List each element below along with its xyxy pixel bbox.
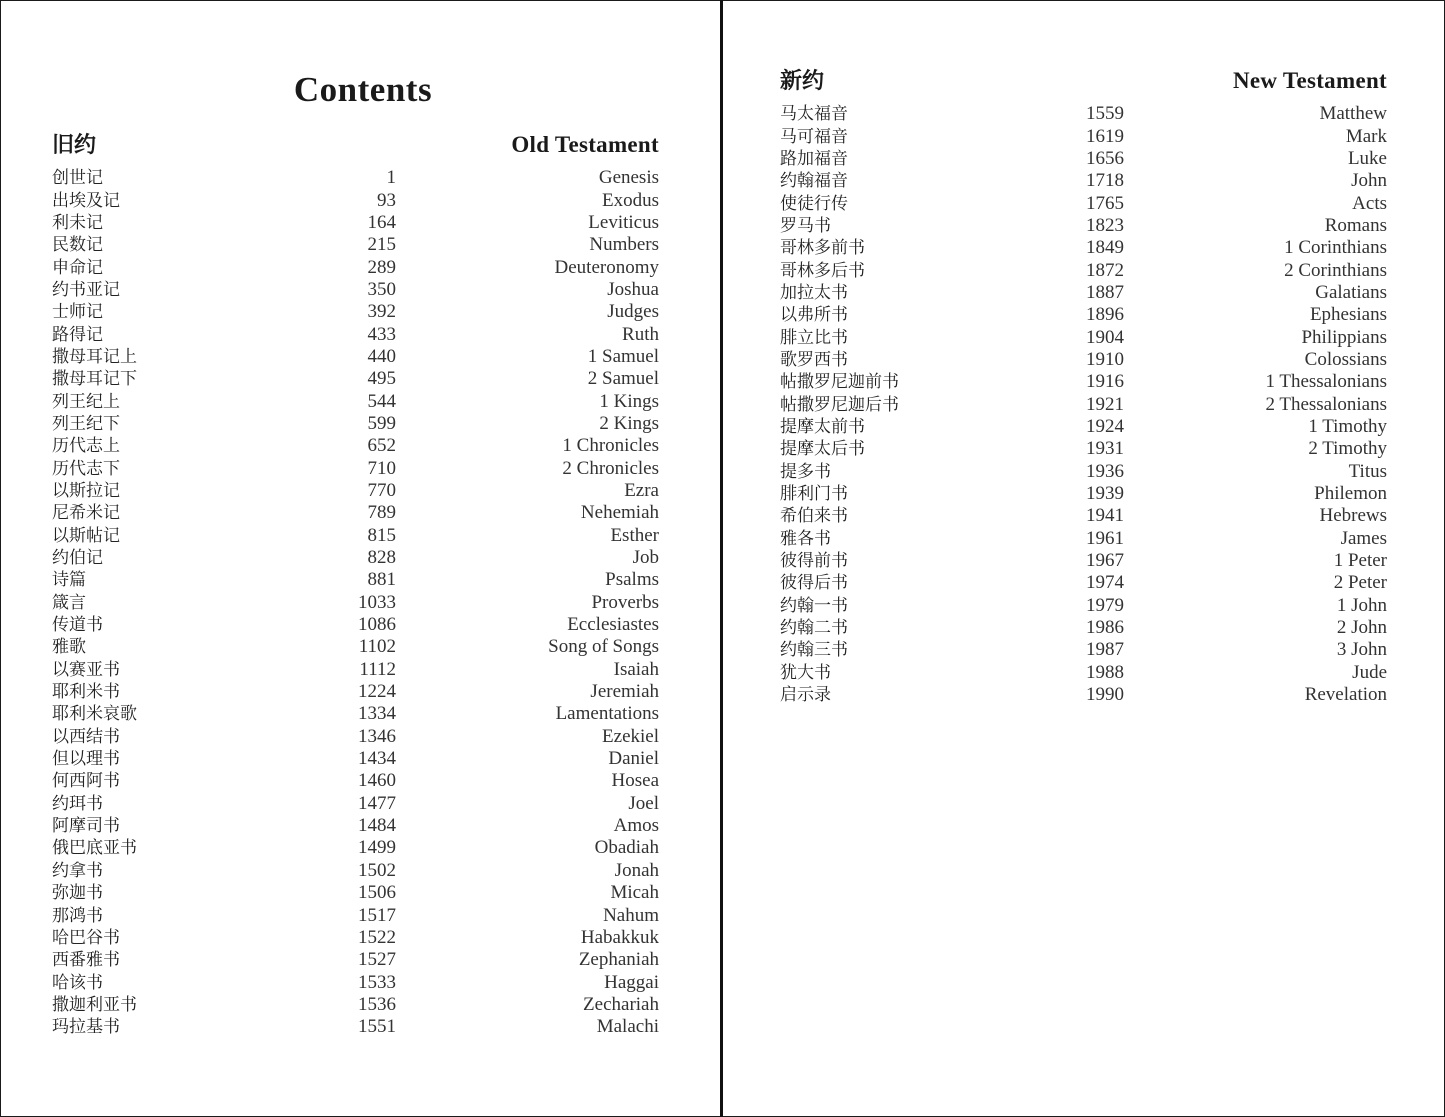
- page-number: 710: [367, 457, 396, 479]
- page-number: 1551: [358, 1016, 396, 1038]
- book-name-en: 1 John: [1336, 594, 1387, 616]
- toc-entry[interactable]: [52, 413, 659, 435]
- page-number: 1941: [1086, 505, 1124, 527]
- toc-entry[interactable]: [52, 748, 659, 770]
- book-name-en: Joel: [628, 792, 659, 814]
- book-name-en: Micah: [610, 882, 659, 904]
- book-name-en: 3 John: [1336, 639, 1387, 661]
- book-name-zh: 哈该书: [52, 972, 103, 993]
- toc-entry[interactable]: [780, 505, 1387, 527]
- book-name-zh: 历代志下: [52, 458, 120, 479]
- book-name-zh: 提摩太后书: [780, 439, 865, 460]
- book-name-zh: 玛拉基书: [52, 1017, 120, 1038]
- toc-entry[interactable]: [52, 837, 659, 859]
- book-name-en: Psalms: [605, 569, 659, 591]
- section-heading-en: New Testament: [1232, 68, 1387, 93]
- toc-entry[interactable]: [780, 326, 1387, 348]
- book-name-zh: 俄巴底亚书: [52, 838, 137, 859]
- page-number: 1931: [1086, 438, 1124, 460]
- toc-entry[interactable]: [52, 390, 659, 412]
- book-name-zh: 箴言: [52, 592, 86, 613]
- page-number: 1904: [1086, 326, 1124, 348]
- book-name-zh: 但以理书: [52, 749, 120, 770]
- book-name-en: Mark: [1345, 125, 1387, 147]
- page-number: 1765: [1086, 192, 1124, 214]
- toc-entry[interactable]: [780, 393, 1387, 415]
- page-number: 770: [367, 479, 396, 501]
- new-testament-list: [780, 103, 1387, 706]
- book-name-zh: 撒迦利亚书: [52, 994, 137, 1015]
- book-name-en: Philemon: [1314, 483, 1387, 505]
- book-name-zh: 耶利米哀歌: [52, 704, 137, 725]
- book-name-en: John: [1351, 170, 1387, 192]
- book-name-en: 2 Thessalonians: [1265, 393, 1387, 415]
- book-name-zh: 彼得前书: [780, 551, 848, 572]
- old-testament-heading: [52, 128, 659, 159]
- page-number: 1921: [1086, 393, 1124, 415]
- toc-entry[interactable]: [52, 167, 659, 189]
- toc-entry[interactable]: [780, 461, 1387, 483]
- book-name-en: 1 Peter: [1333, 550, 1387, 572]
- book-name-en: Ezra: [624, 479, 659, 501]
- page-number: 1434: [358, 748, 396, 770]
- book-name-zh: 帖撒罗尼迦后书: [780, 394, 899, 415]
- page-number: 1910: [1086, 348, 1124, 370]
- toc-entry[interactable]: [52, 793, 659, 815]
- page-number: 433: [367, 323, 396, 345]
- page-number: 881: [367, 569, 396, 591]
- page-number: 1477: [358, 792, 396, 814]
- page-number: 1334: [358, 703, 396, 725]
- book-name-zh: 希伯来书: [780, 506, 848, 527]
- toc-entry[interactable]: [52, 502, 659, 524]
- book-name-zh: 西番雅书: [52, 950, 120, 971]
- toc-entry[interactable]: [780, 416, 1387, 438]
- page-number: 1916: [1086, 371, 1124, 393]
- book-name-en: 1 Kings: [599, 390, 659, 412]
- book-name-zh: 尼希米记: [52, 503, 120, 524]
- book-name-zh: 加拉太书: [780, 282, 848, 303]
- book-name-en: 1 Samuel: [587, 345, 659, 367]
- book-name-en: Habakkuk: [580, 926, 659, 948]
- book-name-zh: 路得记: [52, 324, 103, 345]
- page-number: 1559: [1086, 103, 1124, 125]
- toc-entry[interactable]: [780, 595, 1387, 617]
- book-name-zh: 何西阿书: [52, 771, 120, 792]
- book-name-zh: 约翰一书: [780, 595, 848, 616]
- book-name-en: 1 Thessalonians: [1265, 371, 1387, 393]
- book-name-zh: 犹大书: [780, 662, 831, 683]
- toc-entry[interactable]: [780, 148, 1387, 170]
- book-name-zh: 雅歌: [52, 637, 86, 658]
- toc-entry[interactable]: [52, 770, 659, 792]
- book-name-en: Joshua: [607, 278, 659, 300]
- page-number: 544: [367, 390, 396, 412]
- book-name-en: Ecclesiastes: [567, 614, 659, 636]
- book-name-zh: 弥迦书: [52, 883, 103, 904]
- toc-entry[interactable]: [780, 639, 1387, 661]
- book-name-zh: 腓利门书: [780, 484, 848, 505]
- toc-entry[interactable]: [52, 927, 659, 949]
- section-heading-zh: 旧约: [52, 133, 97, 158]
- page-number: 1887: [1086, 281, 1124, 303]
- book-name-en: Galatians: [1315, 281, 1387, 303]
- toc-entry[interactable]: [52, 368, 659, 390]
- page-number: 1872: [1086, 259, 1124, 281]
- toc-entry[interactable]: [52, 949, 659, 971]
- page-number: 1939: [1086, 483, 1124, 505]
- book-name-en: Amos: [613, 815, 659, 837]
- page-number: 828: [367, 547, 396, 569]
- book-name-zh: 雅各书: [780, 528, 831, 549]
- toc-entry[interactable]: [780, 349, 1387, 371]
- toc-entry[interactable]: [52, 815, 659, 837]
- book-name-zh: 约珥书: [52, 793, 103, 814]
- book-name-en: 2 Chronicles: [562, 457, 659, 479]
- toc-entry[interactable]: [780, 684, 1387, 706]
- book-name-en: Proverbs: [591, 591, 659, 613]
- book-name-zh: 约翰福音: [780, 171, 848, 192]
- book-name-zh: 彼得后书: [780, 573, 848, 594]
- book-name-zh: 士师记: [52, 302, 103, 323]
- section-heading-en: Old Testament: [511, 132, 659, 157]
- page-number: 1102: [358, 636, 396, 658]
- book-name-en: Daniel: [608, 748, 659, 770]
- old-testament-list: [52, 167, 659, 1038]
- toc-entry[interactable]: [52, 212, 659, 234]
- book-name-en: Ruth: [622, 323, 659, 345]
- page-number: 1849: [1086, 237, 1124, 259]
- page-number: 1502: [358, 859, 396, 881]
- toc-entry[interactable]: [52, 971, 659, 993]
- toc-entry[interactable]: [52, 525, 659, 547]
- toc-entry[interactable]: [52, 234, 659, 256]
- book-name-zh: 列王纪上: [52, 391, 120, 412]
- page-number: 1: [386, 167, 396, 189]
- book-name-en: Ezekiel: [602, 725, 659, 747]
- book-name-en: 1 Timothy: [1308, 415, 1387, 437]
- book-name-en: Exodus: [602, 189, 659, 211]
- book-name-en: Lamentations: [555, 703, 659, 725]
- toc-entry[interactable]: [52, 279, 659, 301]
- page-number: 289: [367, 256, 396, 278]
- page-number: 1533: [358, 971, 396, 993]
- book-name-zh: 撒母耳记上: [52, 346, 137, 367]
- book-name-zh: 路加福音: [780, 148, 848, 169]
- book-name-en: Jonah: [614, 859, 659, 881]
- book-name-en: Job: [632, 547, 659, 569]
- book-name-en: Revelation: [1304, 684, 1387, 706]
- book-name-zh: 马太福音: [780, 104, 848, 125]
- book-name-zh: 那鸿书: [52, 905, 103, 926]
- book-name-en: Malachi: [596, 1016, 659, 1038]
- page-number: 93: [377, 189, 396, 211]
- book-name-en: 1 Corinthians: [1284, 237, 1387, 259]
- toc-entry[interactable]: [780, 371, 1387, 393]
- book-name-en: Nahum: [603, 904, 659, 926]
- book-name-zh: 哥林多前书: [780, 238, 865, 259]
- book-name-en: Haggai: [604, 971, 659, 993]
- book-name-zh: 约翰二书: [780, 618, 848, 639]
- toc-entry[interactable]: [780, 170, 1387, 192]
- book-name-zh: 以斯拉记: [52, 480, 120, 501]
- page-number: 392: [367, 301, 396, 323]
- book-name-en: 2 Peter: [1333, 572, 1387, 594]
- toc-entry[interactable]: [52, 323, 659, 345]
- page-number: 1484: [358, 815, 396, 837]
- book-name-en: 1 Chronicles: [562, 435, 659, 457]
- book-name-zh: 民数记: [52, 235, 103, 256]
- toc-entry[interactable]: [52, 457, 659, 479]
- toc-entry[interactable]: [780, 237, 1387, 259]
- book-name-en: Hebrews: [1319, 505, 1387, 527]
- page-number: 1936: [1086, 460, 1124, 482]
- toc-entry[interactable]: [52, 301, 659, 323]
- page-number: 1517: [358, 904, 396, 926]
- book-name-en: Luke: [1347, 147, 1387, 169]
- book-name-zh: 利未记: [52, 212, 103, 233]
- toc-entry[interactable]: [780, 483, 1387, 505]
- book-name-en: Jude: [1352, 661, 1387, 683]
- book-name-en: Zechariah: [583, 993, 659, 1015]
- toc-entry[interactable]: [52, 592, 659, 614]
- book-name-zh: 罗马书: [780, 215, 831, 236]
- page-number: 1522: [358, 926, 396, 948]
- page-number: 1961: [1086, 527, 1124, 549]
- book-name-en: Ephesians: [1309, 304, 1387, 326]
- book-name-en: Isaiah: [613, 658, 659, 680]
- book-name-en: Leviticus: [588, 211, 659, 233]
- toc-entry[interactable]: [780, 192, 1387, 214]
- book-name-en: Matthew: [1319, 103, 1387, 125]
- page-number: 1033: [358, 591, 396, 613]
- page-number: 1924: [1086, 415, 1124, 437]
- book-name-en: Hosea: [611, 770, 659, 792]
- book-name-en: Genesis: [598, 167, 659, 189]
- toc-entry[interactable]: [780, 304, 1387, 326]
- book-name-en: Titus: [1348, 460, 1387, 482]
- book-name-zh: 约翰三书: [780, 640, 848, 661]
- toc-entry[interactable]: [52, 681, 659, 703]
- book-name-en: Esther: [610, 524, 659, 546]
- page-number: 440: [367, 345, 396, 367]
- book-name-zh: 历代志上: [52, 436, 120, 457]
- book-name-en: Judges: [607, 301, 659, 323]
- book-name-en: 2 Samuel: [587, 368, 659, 390]
- page-number: 1823: [1086, 214, 1124, 236]
- toc-entry[interactable]: [52, 1016, 659, 1038]
- book-name-en: 2 Corinthians: [1284, 259, 1387, 281]
- toc-entry[interactable]: [52, 659, 659, 681]
- book-name-en: 2 Kings: [599, 412, 659, 434]
- book-name-en: Deuteronomy: [554, 256, 659, 278]
- section-heading-zh: 新约: [780, 69, 825, 94]
- page-number: 1527: [358, 949, 396, 971]
- book-name-zh: 创世记: [52, 168, 103, 189]
- toc-entry[interactable]: [52, 994, 659, 1016]
- page-number: 1990: [1086, 684, 1124, 706]
- toc-entry[interactable]: [52, 569, 659, 591]
- page-number: 1974: [1086, 572, 1124, 594]
- toc-entry[interactable]: [52, 346, 659, 368]
- toc-entry[interactable]: [780, 259, 1387, 281]
- book-name-zh: 撒母耳记下: [52, 369, 137, 390]
- page-number: 1224: [358, 681, 396, 703]
- book-name-zh: 约伯记: [52, 548, 103, 569]
- page-number: 1987: [1086, 639, 1124, 661]
- book-name-en: Nehemiah: [580, 502, 659, 524]
- page-number: 1656: [1086, 147, 1124, 169]
- page-number: 350: [367, 278, 396, 300]
- page-number: 1346: [358, 725, 396, 747]
- toc-entry[interactable]: [52, 480, 659, 502]
- book-name-zh: 使徒行传: [780, 193, 848, 214]
- toc-entry[interactable]: [52, 703, 659, 725]
- page-number: 215: [367, 234, 396, 256]
- book-name-zh: 耶利米书: [52, 682, 120, 703]
- book-name-zh: 约书亚记: [52, 279, 120, 300]
- page-number: 164: [367, 211, 396, 233]
- page-number: 652: [367, 435, 396, 457]
- book-name-zh: 帖撒罗尼迦前书: [780, 372, 899, 393]
- book-name-en: Zephaniah: [578, 949, 659, 971]
- book-name-zh: 列王纪下: [52, 413, 120, 434]
- page-number: 1988: [1086, 661, 1124, 683]
- book-name-en: 2 Timothy: [1308, 438, 1387, 460]
- toc-entry[interactable]: [780, 528, 1387, 550]
- page-number: 1536: [358, 993, 396, 1015]
- page-number: 1499: [358, 837, 396, 859]
- page-number: 495: [367, 368, 396, 390]
- toc-entry[interactable]: [780, 662, 1387, 684]
- toc-entry[interactable]: [780, 572, 1387, 594]
- book-name-en: 2 John: [1336, 617, 1387, 639]
- toc-entry[interactable]: [52, 189, 659, 211]
- book-name-en: Obadiah: [594, 837, 659, 859]
- page-number: 1986: [1086, 617, 1124, 639]
- book-name-zh: 出埃及记: [52, 190, 120, 211]
- book-name-zh: 传道书: [52, 615, 103, 636]
- book-name-en: Romans: [1324, 214, 1387, 236]
- book-name-en: Numbers: [589, 234, 659, 256]
- book-name-zh: 哥林多后书: [780, 260, 865, 281]
- page-number: 1967: [1086, 550, 1124, 572]
- toc-entry[interactable]: [52, 882, 659, 904]
- book-name-zh: 以赛亚书: [52, 659, 120, 680]
- page-number: 1460: [358, 770, 396, 792]
- book-name-zh: 以斯帖记: [52, 525, 120, 546]
- book-name-zh: 提多书: [780, 461, 831, 482]
- toc-entry[interactable]: [52, 904, 659, 926]
- page-number: 1718: [1086, 170, 1124, 192]
- page-number: 1112: [359, 658, 396, 680]
- page-number: 789: [367, 502, 396, 524]
- toc-entry[interactable]: [780, 125, 1387, 147]
- page-number: 599: [367, 412, 396, 434]
- toc-entry[interactable]: [780, 103, 1387, 125]
- book-name-en: James: [1340, 527, 1387, 549]
- book-name-zh: 申命记: [52, 257, 103, 278]
- toc-entry[interactable]: [780, 282, 1387, 304]
- book-name-en: Jeremiah: [590, 681, 659, 703]
- book-name-zh: 启示录: [780, 685, 831, 706]
- book-name-zh: 歌罗西书: [780, 349, 848, 370]
- book-name-zh: 约拿书: [52, 860, 103, 881]
- book-name-en: Colossians: [1304, 348, 1387, 370]
- toc-entry[interactable]: [52, 614, 659, 636]
- toc-entry[interactable]: [52, 547, 659, 569]
- page-number: 1896: [1086, 304, 1124, 326]
- toc-entry[interactable]: [780, 438, 1387, 460]
- page-number: 1979: [1086, 594, 1124, 616]
- toc-entry[interactable]: [52, 726, 659, 748]
- page-number: 1619: [1086, 125, 1124, 147]
- book-name-en: Song of Songs: [548, 636, 659, 658]
- new-testament-heading: [780, 64, 1387, 95]
- book-name-zh: 腓立比书: [780, 327, 848, 348]
- page-gutter-divider: [720, 0, 723, 1117]
- book-name-en: Acts: [1352, 192, 1387, 214]
- toc-entry[interactable]: [780, 550, 1387, 572]
- book-name-zh: 马可福音: [780, 126, 848, 147]
- toc-entry[interactable]: [52, 256, 659, 278]
- toc-entry[interactable]: [52, 636, 659, 658]
- toc-entry[interactable]: [780, 617, 1387, 639]
- page-number: 1086: [358, 614, 396, 636]
- page-title: Contents: [293, 70, 433, 109]
- book-name-zh: 提摩太前书: [780, 416, 865, 437]
- book-name-en: Philippians: [1301, 326, 1387, 348]
- book-name-zh: 以弗所书: [780, 305, 848, 326]
- toc-entry[interactable]: [52, 860, 659, 882]
- book-name-zh: 诗篇: [52, 570, 86, 591]
- book-name-zh: 以西结书: [52, 726, 120, 747]
- page-number: 1506: [358, 882, 396, 904]
- toc-entry[interactable]: [780, 215, 1387, 237]
- book-name-zh: 阿摩司书: [52, 816, 120, 837]
- toc-entry[interactable]: [52, 435, 659, 457]
- book-name-zh: 哈巴谷书: [52, 927, 120, 948]
- page-number: 815: [367, 524, 396, 546]
